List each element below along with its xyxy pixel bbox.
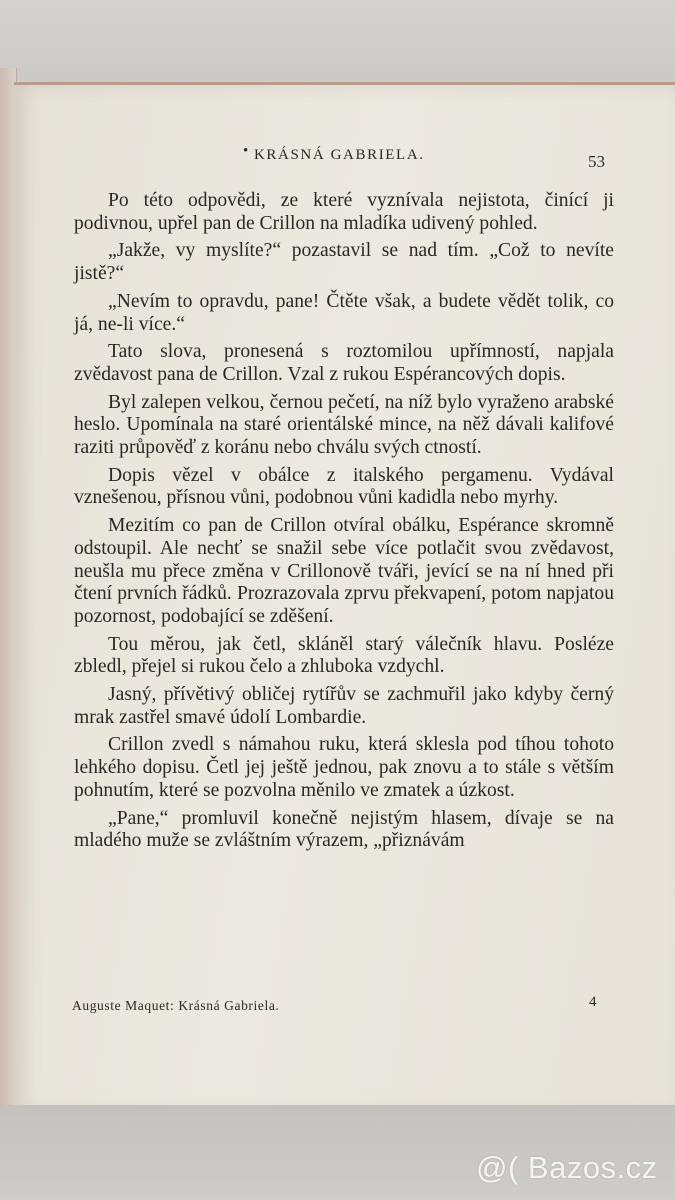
paragraph: „Jakže, vy myslíte?“ pozastavil se nad tím. „Což to nevíte jistě?“ xyxy=(74,240,614,285)
page-number: 53 xyxy=(588,152,605,171)
paragraph: Tato slova, pronesená s roztomilou upřímností, napjala zvědavost pana de Crillon. Vzal z rukou Espérancových dopis. xyxy=(74,341,614,385)
background-top xyxy=(0,0,675,90)
body-text xyxy=(74,190,614,858)
paragraph: Mezitím co pan de Crillon otvíral obálku, Espérance skromně odstoupil. Ale nechť se snažil sebe více potlačit svou zvědavost, neušla mu přece změna v Crillonově tváři, jevící se na ní hned při čtení prvních řádků. Prozrazovala zprvu překvapení, potom napjatou pozornost, podobající se zděšení. xyxy=(74,515,614,627)
running-head-dot: • xyxy=(243,143,249,159)
signature-mark: 4 xyxy=(589,994,597,1010)
paragraph: Jasný, přívětivý obličej rytířův se zachmuřil jako kdyby černý mrak zastřel smavé údolí Lombardie. xyxy=(74,684,614,728)
paragraph: „Nevím to opravdu, pane! Čtěte však, a budete vědět tolik, co já, ne-li více.“ xyxy=(74,290,614,335)
watermark: @( Bazos.cz xyxy=(476,1150,658,1185)
paragraph: Dopis vězel v obálce z italského pergamenu. Vydával vznešenou, přísnou vůni, podobnou vůni kadidla nebo myrhy. xyxy=(74,464,614,509)
page-footer: Auguste Maquet: Krásná Gabriela. xyxy=(72,998,280,1013)
paragraph: Tou měrou, jak četl, skláněl starý válečník hlavu. Posléze zbledl, přejel si rukou čelo a zhluboka vzdychl. xyxy=(74,633,614,678)
paragraph: Byl zalepen velkou, černou pečetí, na níž bylo vyraženo arabské heslo. Upomínala na staré orientálské mince, na něž dávali kalifové raziti průpověď z koránu nebo chválu svých ctností. xyxy=(74,391,614,459)
paragraph: „Pane,“ promluvil konečně nejistým hlasem, dívaje se na mladého muže se zvláštním výrazem, „přiznávám xyxy=(74,807,614,852)
paragraph: Po této odpovědi, ze které vyznívala nejistota, činící ji podivnou, upřel pan de Crillon na mladíka udivený pohled. xyxy=(74,190,614,234)
running-head: KRÁSNÁ GABRIELA. xyxy=(254,147,425,163)
paragraph: Crillon zvedl s námahou ruku, která sklesla pod tíhou tohoto lehkého dopisu. Četl jej ještě jednou, pak znovu a to stále s větším pohnutím, které se pozvolna měnilo ve zmatek a úzkost. xyxy=(74,734,614,801)
